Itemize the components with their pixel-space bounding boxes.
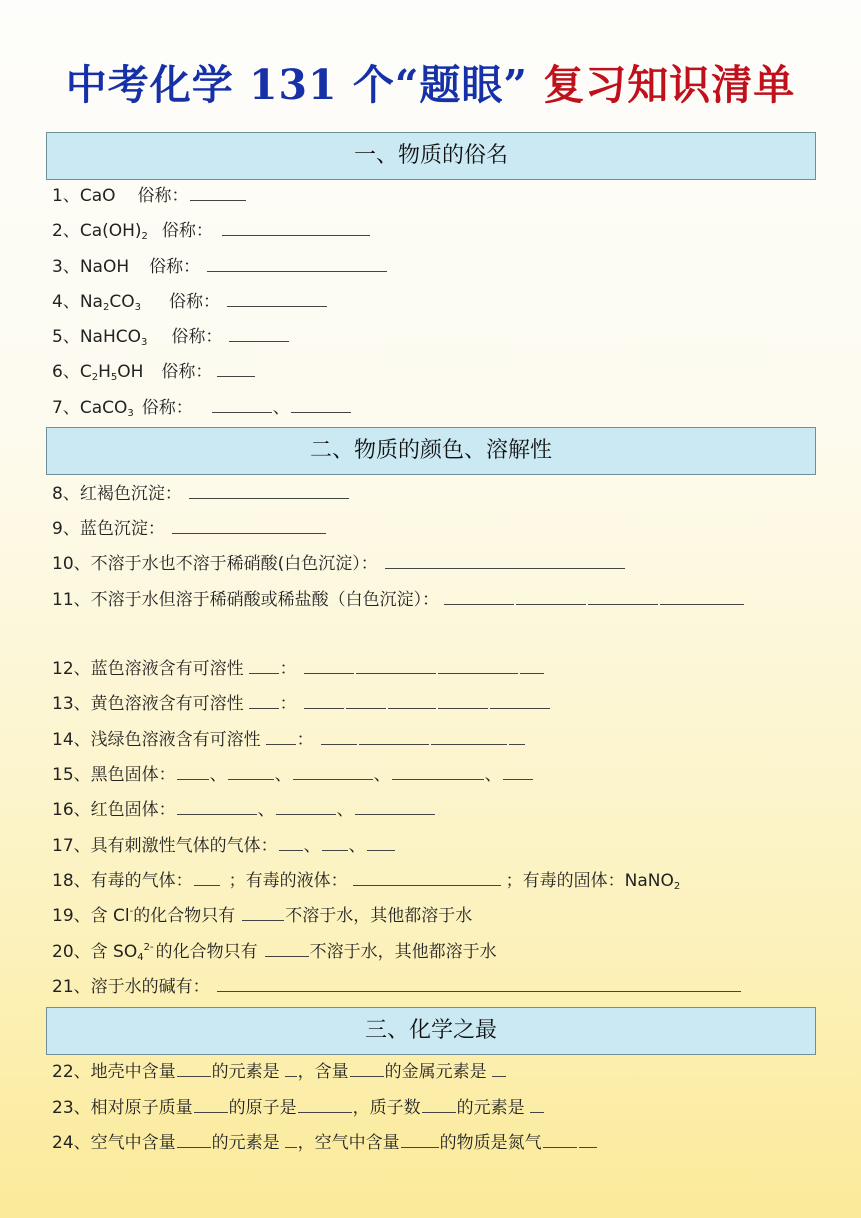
question-5: 5、NaHCO$_3$ 俗称： xyxy=(52,325,290,348)
question-6: 6、$C_2H_5OH$ 俗称： xyxy=(52,360,256,383)
answer-blank[interactable] xyxy=(579,1131,597,1148)
answer-blank[interactable] xyxy=(177,798,257,815)
answer-blank[interactable] xyxy=(194,869,220,886)
section-header-records: 三、化学之最 xyxy=(46,1007,816,1055)
question-2: 2、$Ca(OH)_2$ 俗称： xyxy=(52,219,371,242)
answer-blank[interactable] xyxy=(249,692,279,709)
answer-blank[interactable] xyxy=(543,1131,577,1148)
answer-blank[interactable] xyxy=(492,1060,506,1077)
answer-blank[interactable] xyxy=(530,1096,544,1113)
answer-blank[interactable] xyxy=(266,728,296,745)
answer-blank[interactable] xyxy=(660,588,744,605)
answer-blank[interactable] xyxy=(350,1060,384,1077)
answer-blank[interactable] xyxy=(388,692,436,709)
answer-blank[interactable] xyxy=(385,552,625,569)
answer-blank[interactable] xyxy=(212,396,272,413)
title-part-blue: 中考化学 131 个“题眼” xyxy=(65,61,528,109)
question-18: 18、有毒的气体： ；有毒的液体： ；有毒的固体：NaNO$_2$ xyxy=(52,871,681,892)
section-header-colors: 二、物质的颜色、溶解性 xyxy=(46,427,816,475)
answer-blank[interactable] xyxy=(222,219,370,236)
answer-blank[interactable] xyxy=(304,657,354,674)
answer-blank[interactable] xyxy=(367,834,395,851)
answer-blank[interactable] xyxy=(588,588,658,605)
answer-blank[interactable] xyxy=(509,728,525,745)
answer-blank[interactable] xyxy=(346,692,386,709)
answer-blank[interactable] xyxy=(359,728,429,745)
section-header-names: 一、物质的俗名 xyxy=(46,132,816,180)
question-23: 23、相对原子质量 的原子是 ，质子数 的元素是 xyxy=(52,1096,545,1119)
question-19: 19、含 Cl-的化合物只有 不溶于水，其他都溶于水 xyxy=(52,906,473,926)
question-3: 3、NaOH 俗称： xyxy=(52,255,388,278)
answer-blank[interactable] xyxy=(356,657,436,674)
answer-blank[interactable] xyxy=(293,763,373,780)
question-21: 21、溶于水的碱有： xyxy=(52,975,742,998)
answer-blank[interactable] xyxy=(279,834,303,851)
answer-blank[interactable] xyxy=(172,517,326,534)
answer-blank[interactable] xyxy=(285,1060,297,1077)
answer-blank[interactable] xyxy=(217,360,255,377)
question-9: 9、蓝色沉淀： xyxy=(52,517,327,540)
answer-blank[interactable] xyxy=(503,763,533,780)
answer-blank[interactable] xyxy=(285,1131,297,1148)
answer-blank[interactable] xyxy=(355,798,435,815)
question-12: 12、蓝色溶液含有可溶性 ： xyxy=(52,657,545,680)
answer-blank[interactable] xyxy=(438,657,518,674)
answer-blank[interactable] xyxy=(229,325,289,342)
question-4: 4、$Na_2CO_3$ 俗称： xyxy=(52,290,328,313)
question-22: 22、地壳中含量 的元素是 ，含量 的金属元素是 xyxy=(52,1060,507,1083)
answer-blank[interactable] xyxy=(227,290,327,307)
title-part-red: 复习知识清单 xyxy=(543,61,796,109)
answer-blank[interactable] xyxy=(401,1131,439,1148)
answer-blank[interactable] xyxy=(207,255,387,272)
question-8: 8、红褐色沉淀： xyxy=(52,482,350,505)
answer-blank[interactable] xyxy=(177,1060,211,1077)
answer-blank[interactable] xyxy=(438,692,488,709)
answer-blank[interactable] xyxy=(520,657,544,674)
answer-blank[interactable] xyxy=(189,482,349,499)
question-11: 11、不溶于水但溶于稀硝酸或稀盐酸（白色沉淀）： xyxy=(52,588,745,611)
question-24: 24、空气中含量 的元素是 ，空气中含量 的物质是氮气 xyxy=(52,1131,598,1154)
answer-blank[interactable] xyxy=(276,798,336,815)
answer-blank[interactable] xyxy=(249,657,279,674)
question-13: 13、黄色溶液含有可溶性 ： xyxy=(52,692,551,715)
question-20: 20、含 $SO_4^{2-}$ 的化合物只有 不溶于水，其他都溶于水 xyxy=(52,942,497,963)
answer-blank[interactable] xyxy=(298,1096,352,1113)
answer-blank[interactable] xyxy=(265,940,309,957)
answer-blank[interactable] xyxy=(431,728,507,745)
answer-blank[interactable] xyxy=(190,184,246,201)
question-10: 10、不溶于水也不溶于稀硝酸(白色沉淀）： xyxy=(52,552,626,575)
question-14: 14、浅绿色溶液含有可溶性 ： xyxy=(52,728,526,751)
answer-blank[interactable] xyxy=(321,728,357,745)
answer-blank[interactable] xyxy=(291,396,351,413)
answer-blank[interactable] xyxy=(217,975,741,992)
question-17: 17、具有刺激性气体的气体： 、 、 xyxy=(52,834,396,857)
page-title xyxy=(0,52,861,111)
answer-blank[interactable] xyxy=(242,904,284,921)
answer-blank[interactable] xyxy=(194,1096,228,1113)
answer-blank[interactable] xyxy=(304,692,344,709)
question-15: 15、黑色固体： 、 、 、 、 xyxy=(52,763,534,786)
answer-blank[interactable] xyxy=(228,763,274,780)
question-7: 7、CaCO$_3$ 俗称： 、 xyxy=(52,396,352,419)
answer-blank[interactable] xyxy=(392,763,484,780)
question-16: 16、红色固体： 、 、 xyxy=(52,798,436,821)
answer-blank[interactable] xyxy=(444,588,514,605)
answer-blank[interactable] xyxy=(516,588,586,605)
answer-blank[interactable] xyxy=(177,1131,211,1148)
answer-blank[interactable] xyxy=(490,692,550,709)
question-1: 1、CaO 俗称： xyxy=(52,184,247,207)
answer-blank[interactable] xyxy=(353,869,501,886)
answer-blank[interactable] xyxy=(422,1096,456,1113)
answer-blank[interactable] xyxy=(177,763,209,780)
answer-blank[interactable] xyxy=(322,834,348,851)
